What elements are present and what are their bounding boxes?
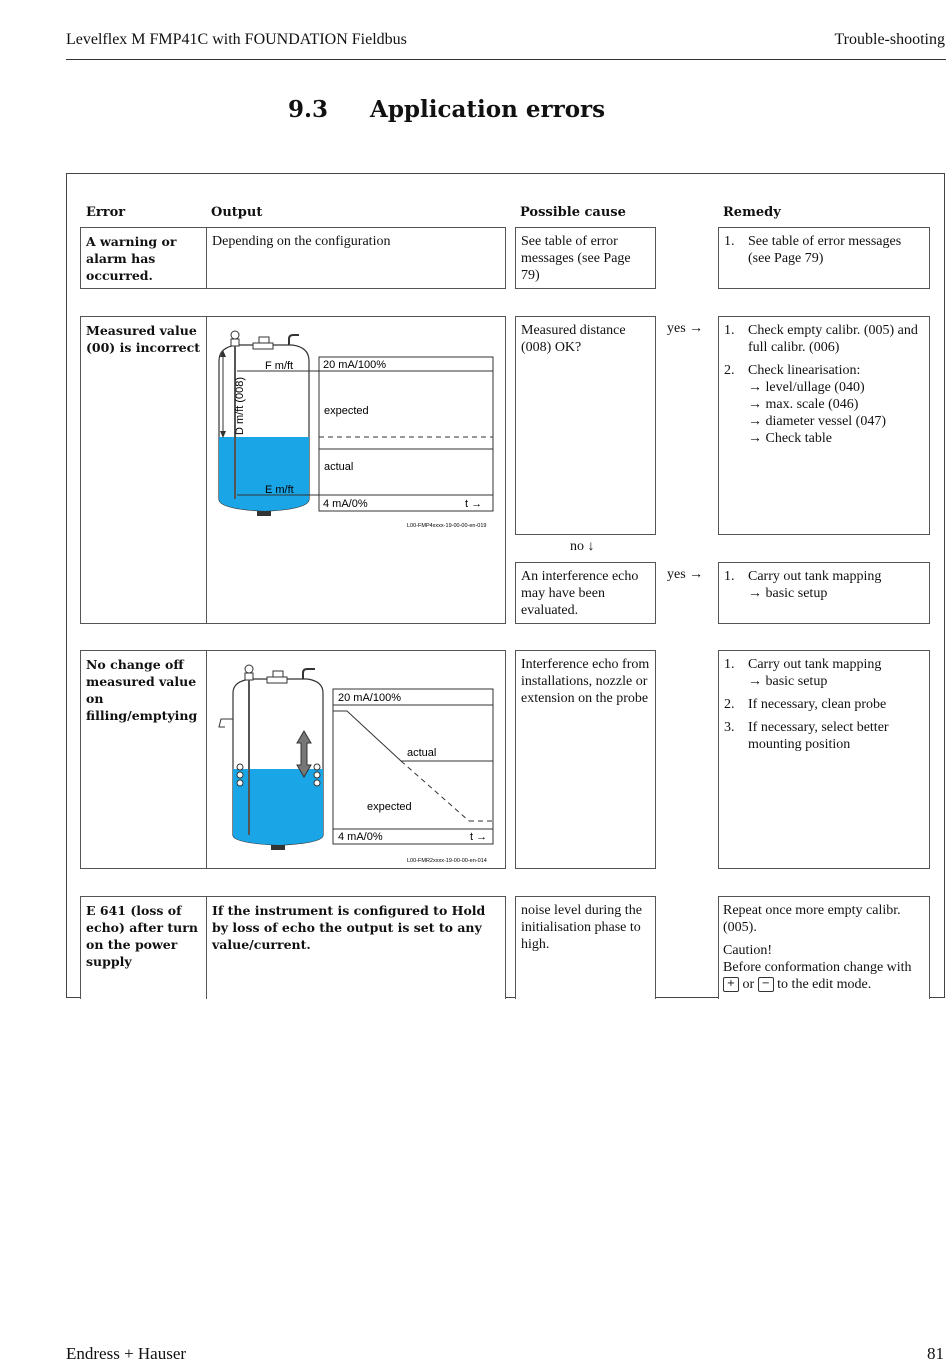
row4-cause-cell (515, 896, 656, 999)
row2-cause2: An interference echo may have been evaluated. (521, 569, 639, 618)
remedy-substep: → basic setup (748, 586, 828, 601)
col-header-remedy: Remedy (723, 205, 781, 220)
page-number: 81 (927, 1344, 944, 1363)
actual-label-1: actual (324, 461, 354, 473)
section-number: 9.3 (288, 96, 329, 123)
linearisation-step: → max. scale (046) (748, 397, 859, 412)
row4-error: E 641 (loss of echo) after turn on the power supply (86, 903, 198, 969)
d-label: D m/ft (008) (234, 376, 246, 435)
row2-remedy2-cell (718, 562, 930, 624)
expected-label-2: expected (367, 801, 412, 813)
row4-output: If the instrument is configured to Hold by loss of echo the output is set to any value/current. (212, 903, 486, 952)
top-label-1: 20 mA/100% (323, 359, 386, 371)
col-header-output: Output (211, 205, 263, 220)
row1-output-cell (206, 227, 506, 289)
row1-error-cell (80, 227, 207, 289)
row2-output-cell (206, 316, 506, 624)
no-arrow: no ↓ (570, 539, 595, 554)
tank-liquid (233, 769, 323, 845)
linearisation-step: → diameter vessel (047) (748, 414, 887, 429)
row3-cause: Interference echo from installations, nozzle or extension on the probe (521, 657, 650, 706)
row3-cause-cell (515, 650, 656, 869)
row2-cause2-cell (515, 562, 656, 624)
row2-error: Measured value (00) is incorrect (86, 323, 201, 355)
yes-arrow-2: yes → (667, 567, 704, 582)
linearisation-step: → Check table (748, 431, 832, 446)
section-title: Application errors (370, 96, 606, 123)
header-rule (66, 59, 946, 60)
row2-remedy-item-1: 1. Check empty calibr. (005) and full calibr. (006) (724, 323, 918, 355)
figure-ref-2: L00-FMR2xxxx-19-00-00-en-014 (407, 858, 487, 864)
minus-key-icon: − (758, 977, 774, 992)
row2-remedy2-item: 1. Carry out tank mapping → basic setup (724, 568, 924, 602)
row3-output-cell (206, 650, 506, 869)
row4-cause: noise level during the initialisation phase to high. (521, 903, 642, 952)
level-diagram-1 (207, 317, 505, 623)
plus-key-icon: + (723, 977, 739, 992)
row1-cause: See table of error messages (see Page 79) (521, 234, 631, 283)
yes-arrow-1: yes → (667, 321, 704, 336)
row2-error-cell (80, 316, 207, 624)
expected-label-1: expected (324, 405, 369, 417)
bottom-label-1: 4 mA/0% (323, 498, 368, 510)
f-label: F m/ft (265, 360, 294, 372)
row2-cause1: Measured distance (008) OK? (521, 323, 626, 355)
running-header-section: Trouble-shooting (834, 31, 945, 48)
level-diagram-2 (207, 651, 505, 868)
linearisation-step: → level/ullage (040) (748, 380, 865, 395)
row3-error-cell (80, 650, 207, 869)
row4-output-cell (206, 896, 506, 999)
e-label: E m/ft (265, 484, 294, 496)
actual-label-2: actual (407, 747, 437, 759)
row1-error: A warning or alarm has occurred. (86, 234, 177, 283)
col-header-error: Error (86, 205, 126, 220)
row4-error-cell (80, 896, 207, 999)
row3-error: No change off measured value on filling/emptying (86, 657, 198, 723)
footer-brand: Endress + Hauser (66, 1344, 187, 1363)
row2-remedy1-cell (718, 316, 930, 535)
t-label-2: t → (470, 831, 488, 843)
remedy-substep: → basic setup (748, 674, 828, 689)
figure-ref-1: L00-FMP4xxxx-19-00-00-en-019 (407, 523, 487, 529)
row1-remedy-cell (718, 227, 930, 289)
row4-remedy-cell (718, 896, 930, 999)
row3-remedy-item-1: 1. Carry out tank mapping → basic setup (724, 656, 924, 690)
row2-remedy-item-2: 2. Check linearisation: → level/ullage (040) → max. scale (046) → diameter vessel (047) → Check table (724, 362, 924, 447)
row4-remedy-caution: Caution! (723, 943, 772, 958)
row1-output: Depending on the configuration (212, 234, 391, 249)
running-header-title: Levelflex M FMP41C with FOUNDATION Fieldbus (66, 31, 407, 48)
row3-remedy-item-2: 2. If necessary, clean probe (724, 697, 887, 712)
row4-remedy-line2: Before conformation change with + or − to the edit mode. (723, 960, 912, 992)
row4-remedy-line1: Repeat once more empty calibr. (005). (723, 903, 901, 935)
t-label-1: t → (465, 498, 483, 510)
col-header-cause: Possible cause (520, 205, 626, 220)
bottom-label-2: 4 mA/0% (338, 831, 383, 843)
row1-cause-cell (515, 227, 656, 289)
top-label-2: 20 mA/100% (338, 692, 401, 704)
tank-liquid (219, 437, 309, 511)
row2-cause1-cell (515, 316, 656, 535)
row1-remedy-item: 1. See table of error messages (see Page 79) (724, 234, 902, 266)
row3-remedy-item-3: 3. If necessary, select better mounting position (724, 720, 889, 752)
row3-remedy-cell (718, 650, 930, 869)
